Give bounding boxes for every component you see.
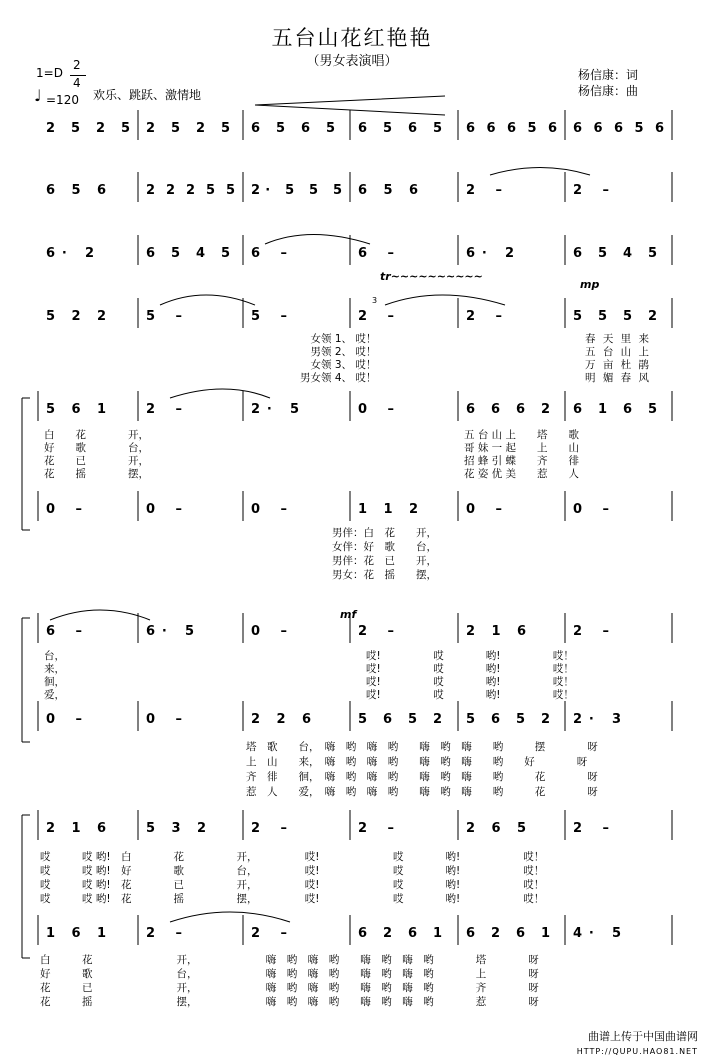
measure-notes: 0 – <box>46 712 82 727</box>
measure-notes: 6 – <box>251 246 287 261</box>
verse-a-mid <box>464 429 579 481</box>
system-brace <box>22 618 30 742</box>
measure-notes: 6 6 6 5 6 <box>466 121 557 136</box>
lyric-line: 好 歌 台， <box>44 442 149 454</box>
lyric-line: 哎! 哎 哟! 哎！ <box>366 650 574 662</box>
measure-notes: 2· 3 <box>573 712 621 727</box>
section3-lower <box>40 953 539 1009</box>
measure-notes: 2 – <box>573 821 609 836</box>
measure-notes: 6 6 6 5 6 <box>573 121 664 136</box>
lyric-line: 哎 哎 哟! 花 摇 摆， 哎! 哎 哟! 哎！ <box>40 893 545 905</box>
measure-notes: 5 6 5 2 <box>466 712 550 727</box>
section3-upper <box>40 850 544 906</box>
time-signature-bottom: 4 <box>73 76 81 90</box>
song-title: 五台山花红艳艳 <box>271 26 433 50</box>
measure-notes: 0 – <box>46 502 82 517</box>
measure-notes: 2 2 2 5 5 <box>146 183 235 198</box>
measure-notes: 5 3 2 <box>146 821 206 836</box>
measure-notes: 2 5 2 5 <box>146 121 230 136</box>
lyric-line: 来， <box>44 663 65 675</box>
measure-notes: 6 2 6 1 <box>358 926 442 941</box>
measure-notes: 6 5 6 5 <box>251 121 335 136</box>
measure-notes: 5 – <box>146 309 182 324</box>
measure-notes: 2 – <box>146 926 182 941</box>
lyric-line: 男伴：花 已 开， <box>332 555 437 567</box>
section2-left <box>44 650 65 702</box>
measure-notes: 2 – <box>466 183 502 198</box>
lyric-line: 春 天 里 来 <box>585 333 652 345</box>
trill-mark: tr~~~~~~~~~~ <box>380 270 483 283</box>
triplet-mark: 3 <box>372 296 378 305</box>
measure-notes: 4· 5 <box>573 926 621 941</box>
measure-notes: 2 1 6 <box>466 624 526 639</box>
lyric-line: 男伴：白 花 开， <box>332 527 437 539</box>
measure-notes: 1 1 2 <box>358 502 418 517</box>
lyric-line: 花 姿 优 美 惹 人 <box>464 468 580 480</box>
tie-slur <box>265 235 370 245</box>
measure-notes: 6· 2 <box>466 246 514 261</box>
lyric-line: 白 花 开， 嗨 哟 嗨 哟 嗨 哟 嗨 哟 塔 呀 <box>40 954 539 966</box>
lyric-line: 男女领 4、 哎！ <box>300 372 377 384</box>
section2-hey <box>366 650 574 702</box>
lyric-line: 女领 1、 哎！ <box>310 333 377 345</box>
measure-notes: 6 5 4 5 <box>573 246 657 261</box>
measure-notes: 0 – <box>251 502 287 517</box>
measure-notes: 0 – <box>146 502 182 517</box>
measure-notes: 5 – <box>251 309 287 324</box>
dynamic-mp: mp <box>580 278 600 291</box>
measure-notes: 6 – <box>358 246 394 261</box>
system-brace <box>22 398 30 530</box>
measure-notes: 2 6 5 <box>466 821 526 836</box>
lyric-line: 哎 哎 哟! 花 已 开， 哎! 哎 哟! 哎！ <box>40 879 545 891</box>
measure-notes: 2 – <box>251 926 287 941</box>
lyric-line: 台， <box>44 650 65 662</box>
lyric-line: 女伴：好 歌 台， <box>332 541 437 553</box>
lyric-line: 明 媚 春 风 <box>585 372 652 384</box>
verse-a-right <box>585 333 651 385</box>
key-signature: 1=D <box>36 66 63 80</box>
measure-notes: 6 5 6 <box>358 183 418 198</box>
tempo: =120 <box>46 93 79 107</box>
measure-notes: 2 – <box>251 821 287 836</box>
lyric-line: 花 摇 摆， 嗨 哟 嗨 哟 嗨 哟 嗨 哟 惹 呀 <box>40 996 539 1008</box>
lyric-line: 惹 人 爱， 嗨 哟 嗨 哟 嗨 哟 嗨 哟 花 呀 <box>246 786 598 798</box>
system-brace <box>22 815 30 958</box>
lyric-line: 哎 哎 哟! 好 歌 台， 哎! 哎 哟! 哎！ <box>40 865 545 877</box>
dynamic-mf: mf <box>340 608 357 621</box>
intro-roles <box>300 333 376 385</box>
lyric-line: 花 已 开， <box>44 455 149 467</box>
measure-notes: 6 2 6 1 <box>466 926 550 941</box>
measure-notes: 2· 5 5 5 <box>251 183 342 198</box>
tie-slur <box>50 610 150 620</box>
footer-url: HTTP://QUPU.HAO81.NET <box>576 1047 698 1056</box>
measure-notes: 6· 5 <box>146 624 194 639</box>
verse-a-left <box>44 429 149 481</box>
measure-notes: 2 2 6 <box>251 712 311 727</box>
time-signature-top: 2 <box>73 58 81 72</box>
lyric-line: 白 花 开， <box>44 429 149 441</box>
measure-notes: 5 2 2 <box>46 309 106 324</box>
lyric-line: 徊， <box>44 676 65 688</box>
lyric-line: 塔 歌 台， 嗨 哟 嗨 哟 嗨 哟 嗨 哟 摆 呀 <box>246 741 598 753</box>
lyric-line: 哎! 哎 哟! 哎！ <box>366 663 574 675</box>
lyricist-credit: 杨信康：词 <box>578 68 639 82</box>
measure-notes: 2 – <box>466 309 502 324</box>
measure-notes: 2 – <box>573 183 609 198</box>
chorus-roles <box>332 526 437 582</box>
measure-notes: 2 5 2 5 <box>46 121 130 136</box>
tie-slur <box>160 295 255 305</box>
measure-notes: 6 5 6 <box>46 183 106 198</box>
lyric-line: 五 台 山 上 <box>585 346 652 358</box>
measure-notes: 5 6 1 <box>46 402 106 417</box>
measure-notes: 0 – <box>146 712 182 727</box>
measure-notes: 0 – <box>573 502 609 517</box>
footer-source: 曲谱上传于中国曲谱网 <box>588 1030 698 1043</box>
lyric-line: 齐 徘 徊， 嗨 哟 嗨 哟 嗨 哟 嗨 哟 花 呀 <box>246 771 598 783</box>
measure-notes: 1 6 1 <box>46 926 106 941</box>
measure-notes: 2 – <box>573 624 609 639</box>
lyric-line: 哎 哎 哟! 白 花 开， 哎! 哎 哟! 哎！ <box>40 851 545 863</box>
lyric-line: 男女：花 摇 摆， <box>332 569 437 581</box>
lyric-line: 哎! 哎 哟! 哎！ <box>366 689 574 701</box>
measure-notes: 6 6 6 2 <box>466 402 550 417</box>
tie-slur <box>170 389 270 398</box>
lyric-line: 好 歌 台， 嗨 哟 嗨 哟 嗨 哟 嗨 哟 上 呀 <box>40 968 539 980</box>
lyric-line: 万 亩 杜 鹃 <box>585 359 652 371</box>
lyric-line: 爱， <box>44 689 65 701</box>
measure-notes: 2· 5 <box>251 402 299 417</box>
lyric-line: 花 已 开， 嗨 哟 嗨 哟 嗨 哟 嗨 哟 齐 呀 <box>40 982 539 994</box>
measure-notes: 0 – <box>358 402 394 417</box>
measure-notes: 5 5 5 2 <box>573 309 657 324</box>
quarter-note-icon: ♩ <box>34 86 42 105</box>
lyric-line: 女领 3、 哎！ <box>310 359 377 371</box>
composer-credit: 杨信康：曲 <box>578 84 639 98</box>
measure-notes: 0 – <box>251 624 287 639</box>
expression-mark: 欢乐、跳跃、激情地 <box>93 88 202 102</box>
measure-notes: 2 – <box>358 821 394 836</box>
lyric-line: 哎! 哎 哟! 哎！ <box>366 676 574 688</box>
measure-notes: 6 – <box>46 624 82 639</box>
measure-notes: 6· 2 <box>46 246 94 261</box>
measure-notes: 0 – <box>466 502 502 517</box>
measure-notes: 6 1 6 5 <box>573 402 657 417</box>
lyric-line: 招 蜂 引 蝶 齐 徘 <box>464 455 580 467</box>
measure-notes: 6 5 6 5 <box>358 121 442 136</box>
lyric-line: 花 摇 摆， <box>44 468 149 480</box>
measure-notes: 5 6 5 2 <box>358 712 442 727</box>
measure-notes: 2 – <box>146 402 182 417</box>
tie-slur <box>490 168 590 176</box>
lyric-line: 男领 2、 哎！ <box>310 346 377 358</box>
lyric-line: 五 台 山 上 塔 歌 <box>464 429 580 441</box>
tie-slur <box>385 295 505 305</box>
song-subtitle: （男女表演唱） <box>306 54 398 69</box>
tie-slur <box>170 912 290 922</box>
lyric-line: 哥 妹 一 起 上 山 <box>464 442 580 454</box>
measure-notes: 6 5 4 5 <box>146 246 230 261</box>
lyric-line: 上 山 来， 嗨 哟 嗨 哟 嗨 哟 嗨 哟 好 呀 <box>246 756 588 768</box>
measure-notes: 2 – <box>358 624 394 639</box>
measure-notes: 2 1 6 <box>46 821 106 836</box>
section2-low <box>246 740 598 800</box>
measure-notes: 2 – <box>358 309 394 324</box>
